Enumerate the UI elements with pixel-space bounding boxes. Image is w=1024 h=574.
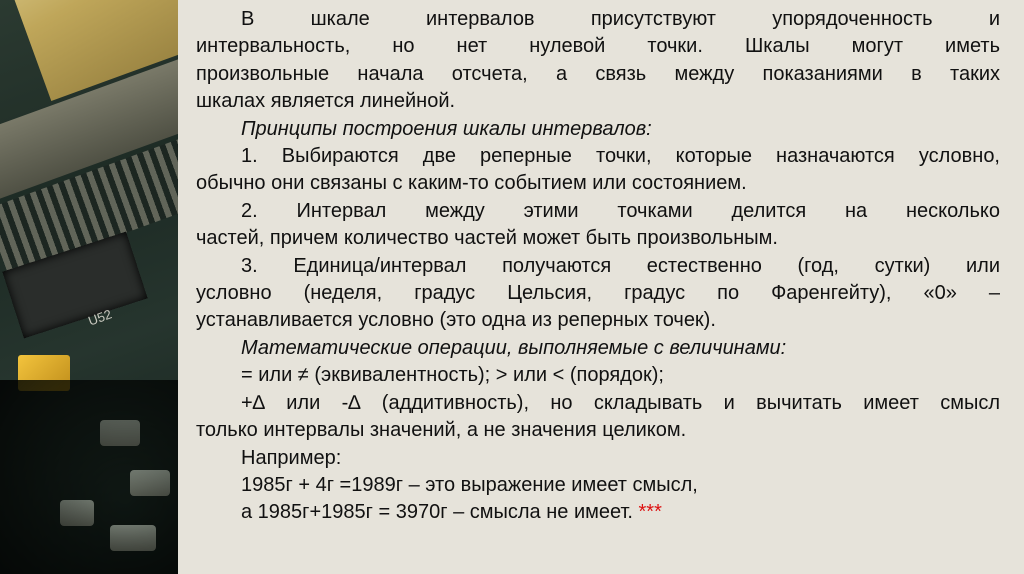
paragraph-line: интервальность, но нет нулевой точки. Шкалы могут иметь [196, 35, 1000, 58]
paragraph-line: шкалах является линейной. [196, 90, 456, 113]
chip-marking: U52 [86, 306, 114, 329]
operation-line: = или ≠ (эквивалентность); > или < (порядок); [241, 364, 664, 387]
operation-line: +∆ или -∆ (аддитивность), но складывать и вычитать имеет смысл [241, 391, 1000, 414]
example-line [196, 499, 1000, 526]
list-item-line: 1. Выбираются две реперные точки, которые назначаются условно, [241, 145, 1000, 168]
example-text: а 1985г+1985г = 3970г – смысла не имеет. [241, 501, 633, 524]
operation-line: только интервалы значений, а не значения целиком. [196, 419, 687, 442]
list-item-line: 3. Единица/интервал получаются естественно (год, сутки) или [241, 254, 1000, 277]
math-operations-heading: Математические операции, выполняемые с величинами: [241, 336, 787, 359]
example-heading: Например: [241, 446, 342, 469]
principles-heading: Принципы построения шкалы интервалов: [241, 117, 652, 140]
board-shadow-overlay [0, 380, 178, 574]
list-item-line: условно (неделя, градус Цельсия, градус по Фаренгейту), «0» – [196, 282, 1000, 305]
slide-text [196, 6, 1000, 527]
list-item-line: обычно они связаны с каким-то событием или состоянием. [196, 172, 747, 195]
stars-mark: *** [632, 501, 662, 524]
paragraph-line: В шкале интервалов присутствуют упорядоченность и [241, 8, 1000, 30]
list-item-line: 2. Интервал между этими точками делится на несколько [241, 199, 1000, 222]
circuit-board-image [0, 0, 178, 574]
list-item-line: частей, причем количество частей может быть произвольным. [196, 227, 778, 250]
list-item-line: устанавливается условно (это одна из реперных точек). [196, 309, 716, 332]
example-line: 1985г + 4г =1989г – это выражение имеет смысл, [241, 473, 698, 496]
paragraph-line: произвольные начала отсчета, а связь между показаниями в таких [196, 62, 1000, 85]
